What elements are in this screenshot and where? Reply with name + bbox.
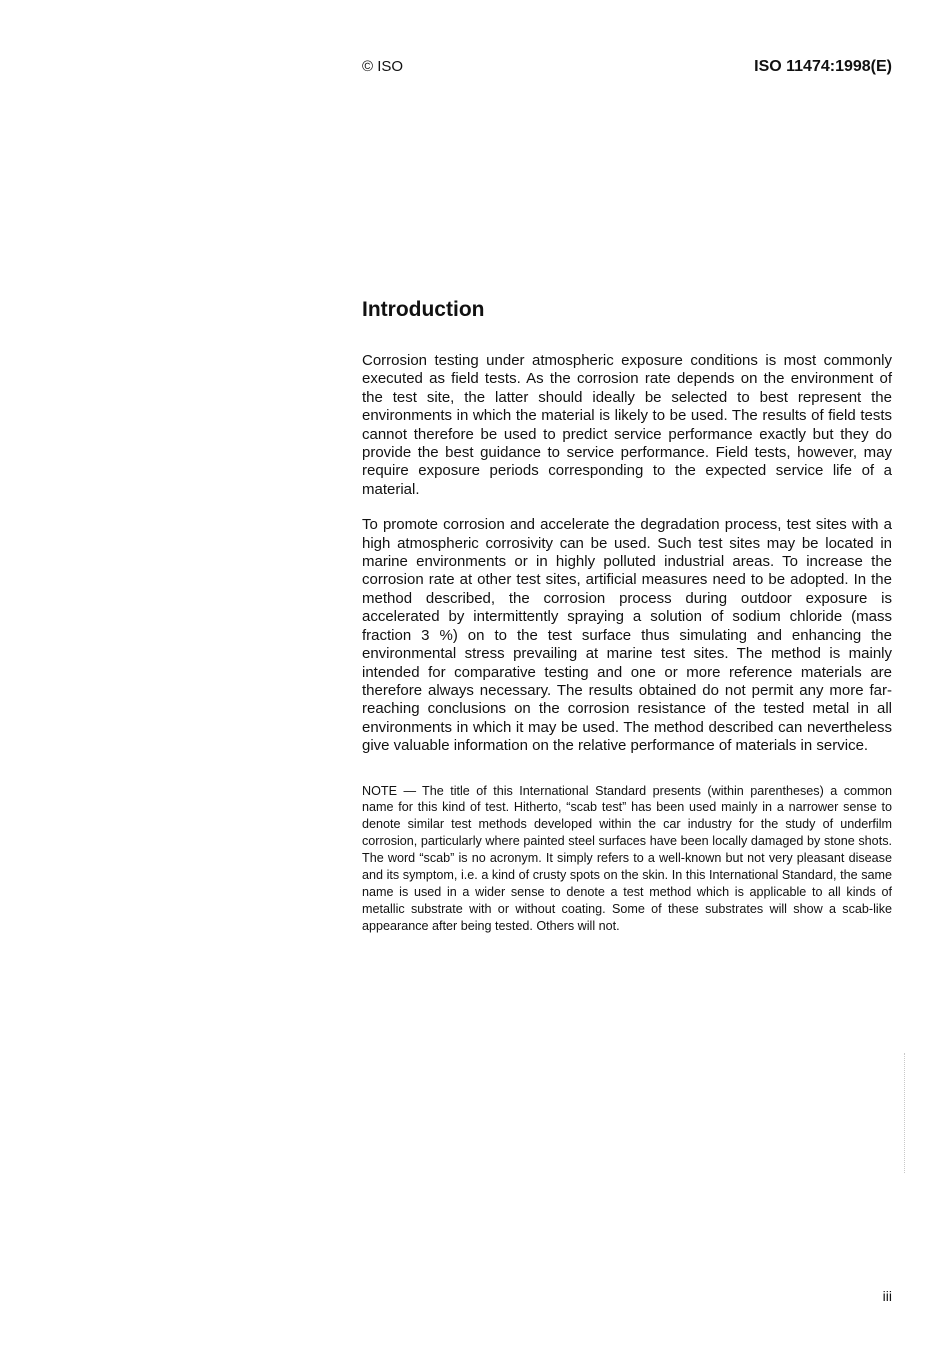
section-title: Introduction <box>362 298 485 321</box>
note-text: The title of this International Standard presents (within parentheses) a common name for this kind of test. Hitherto, “scab test” has been used mainly in a narrower sense to denote similar test methods developed within the car industry for the study of underfilm corrosion, particularly where painted steel surfaces have been locally damaged by stone shots. The word “scab” is no acronym. It simply refers to a well-known but not very pleasant disease and its symptom, i.e. a kind of crusty spots on the skin. In this International Standard, the same name is used in a wider sense to denote a test method which is applicable to all kinds of metallic substrate with or without coating. Some of these substrates will show a scab-like appearance after being tested. Others will not. <box>362 783 892 933</box>
paragraph-1: Corrosion testing under atmospheric exposure conditions is most commonly executed as field tests. As the corrosion rate depends on the environment of the test site, the latter should ideally be selected to best represent the environments in which the material is likely to be used. The results of field tests cannot therefore be used to predict service performance exactly but they do provide the best guidance to service performance. Field tests, however, may require exposure periods corresponding to the expected service life of a material. <box>362 352 892 498</box>
introduction-section <box>362 298 892 935</box>
note-paragraph <box>362 783 892 935</box>
copyright-label: © ISO <box>362 58 404 75</box>
scan-edge-marks <box>904 1053 906 1173</box>
standard-identifier: ISO 11474:1998(E) <box>754 58 892 75</box>
note-label: NOTE — <box>362 783 417 798</box>
paragraph-2: To promote corrosion and accelerate the degradation process, test sites with a high atmospheric corrosivity can be used. Such test sites may be located in marine environments or in highly polluted industrial areas. To increase the corrosion rate at other test sites, artificial measures need to be adopted. In the method described, the corrosion process during outdoor exposure is accelerated by intermittently spraying a solution of sodium chloride (mass fraction 3 %) on to the test surface thus simulating and enhancing the environmental stress prevailing at marine test sites. The method is mainly intended for comparative testing and one or more reference materials are therefore always necessary. The results obtained do not permit any more far-reaching conclusions on the corrosion resistance of the tested metal in all environments in which it may be used. The method described can nevertheless give valuable information on the relative performance of materials in service. <box>362 516 892 755</box>
page-number: iii <box>882 1288 892 1304</box>
